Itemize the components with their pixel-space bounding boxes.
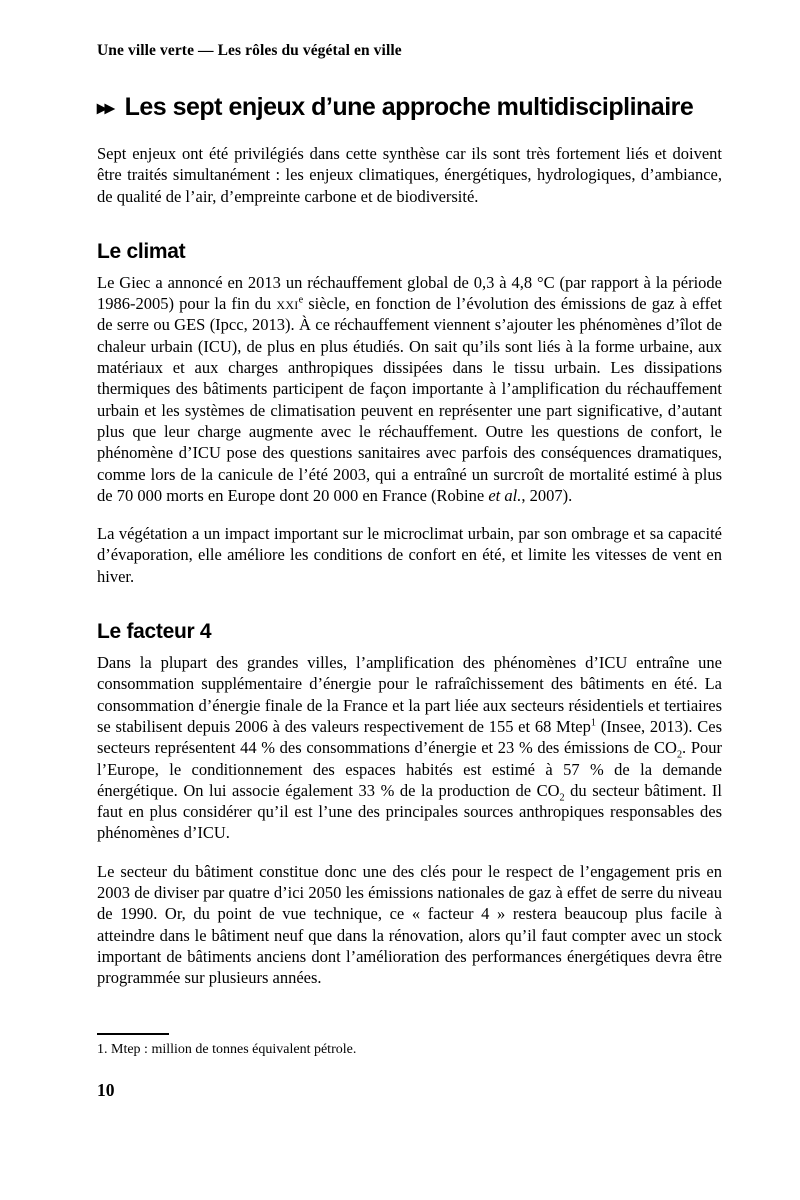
- footnote-text: 1. Mtep : million de tonnes équivalent pétrole.: [97, 1041, 357, 1057]
- paragraph-climat-2: La végétation a un impact important sur le microclimat urbain, par son ombrage et sa capacité d’évaporation, elle améliore les conditions de confort en été, et limite les vitesses de vent en hiver.: [97, 524, 722, 586]
- double-triangle-right-icon: ▸▸: [97, 97, 113, 119]
- section-heading-le-climat: Le climat: [97, 239, 186, 263]
- running-header: Une ville verte — Les rôles du végétal en ville: [97, 42, 402, 59]
- intro-paragraph: Sept enjeux ont été privilégiés dans cette synthèse car ils sont très fortement liés et doivent être traités simultanément : les enjeux climatiques, énergétiques, hydrologiques, d’ambiance, de qualité de l’air, d’empreinte carbone et de biodiversité.: [97, 144, 722, 206]
- page-content: [97, 41, 722, 1101]
- footnote: [97, 1033, 722, 1059]
- chapter-title-text: Les sept enjeux d’une approche multidisciplinaire: [124, 93, 694, 121]
- section-heading-le-facteur-4: Le facteur 4: [97, 620, 212, 644]
- footnote-divider: [97, 1033, 169, 1035]
- paragraph-climat-1: Le Giec a annoncé en 2013 un réchauffement global de 0,3 à 4,8 °C (par rapport à la période 1986-2005) pour la fin du xxi$^e$ siècle, en fonction de l’évolution des émissions de gaz à effet de serre ou GES (Ipcc, 2013). À ce réchauffement viennent s’ajouter les phénomènes d’îlot de chaleur urbain (ICU), de plus en plus étudiés. On sait qu’ils sont liés à la forme urbaine, aux matériaux et aux charges anthropiques dissipées dans le tissu urbain. Les dissipations thermiques des bâtiments participent de façon importante à l’amplification du réchauffement urbain et les systèmes de climatisation peuvent en représenter une part significative, d’autant plus que leur charge augmente avec le réchauffement. Outre les questions de confort, le phénomène d’ICU pose des questions sanitaires avec parfois des conséquences dramatiques, comme lors de la canicule de l’été 2003, qui a entraîné un surcroît de mortalité estimé à plus de 70 000 morts en Europe dont 20 000 en France (Robine et al., 2007).: [97, 272, 722, 505]
- page-number: 10: [97, 1079, 115, 1100]
- chapter-title: [97, 92, 722, 124]
- paragraph-facteur4-1: Dans la plupart des grandes villes, l’amplification des phénomènes d’ICU entraîne une consommation supplémentaire d’énergie pour le rafraîchissement des bâtiments en été. La consommation d’énergie finale de la France et la part liée aux secteurs résidentiels et tertiaires se stabilisent depuis 2006 à des valeurs respectivement de 155 et 68 Mtep$^1$ (Insee, 2013). Ces secteurs représentent 44 % des consommations d’énergie et 23 % des émissions de $CO_2$. Pour l’Europe, le conditionnement des espaces habités est estimé à 57 % de la demande énergétique. On lui associe également 33 % de la production de $CO_2$ du secteur bâtiment. Il faut en plus considérer qu’il est l’une des principales sources anthropiques responsables des phénomènes d’ICU.: [97, 653, 723, 843]
- paragraph-facteur4-2: Le secteur du bâtiment constitue donc une des clés pour le respect de l’engagement pris en 2003 de diviser par quatre d’ici 2050 les émissions nationales de gaz à effet de serre du niveau de 1990. Or, du point de vue technique, ce « facteur 4 » restera beaucoup plus facile à atteindre dans le bâtiment neuf que dans la rénovation, alors qu’il faut compter avec un stock important de bâtiments anciens dont l’amélioration des performances énergétiques devra être programmée sur plusieurs années.: [97, 861, 722, 988]
